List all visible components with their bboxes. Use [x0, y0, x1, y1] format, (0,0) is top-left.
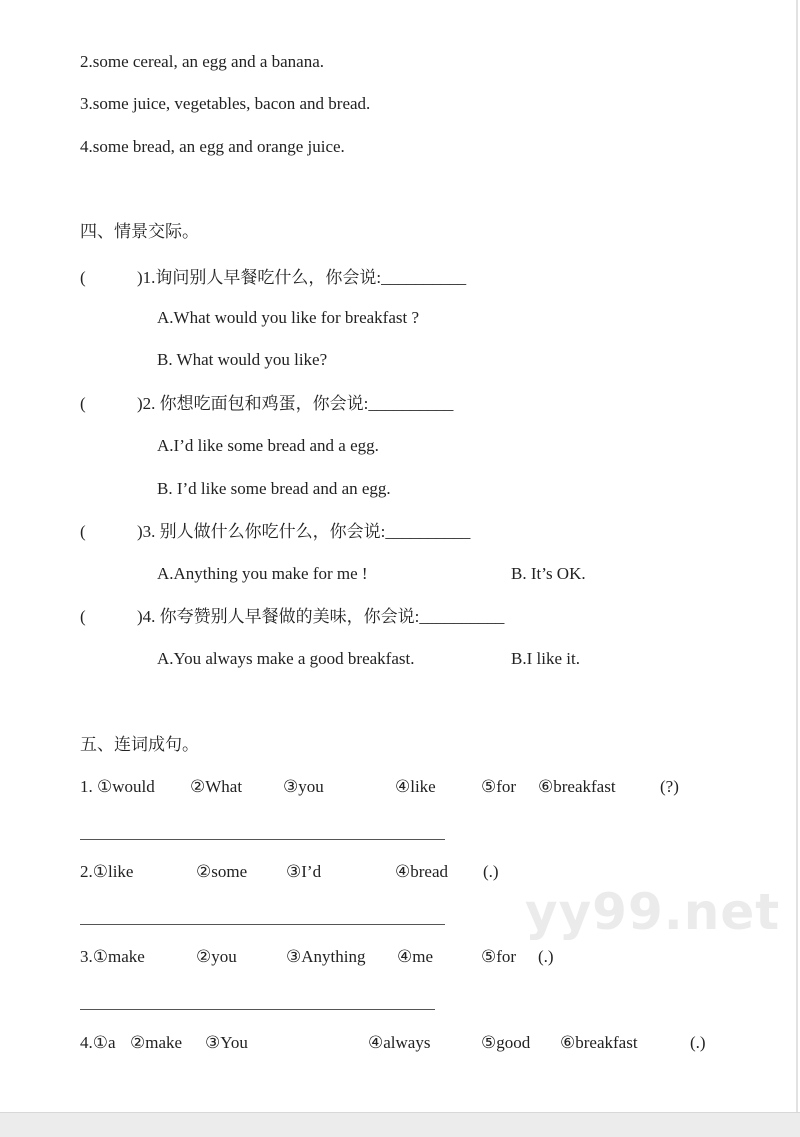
answer-paren: (	[80, 268, 86, 287]
question-prompt: )3. 别人做什么你吃什么，你会说:__________	[137, 522, 471, 541]
choice-b: B. What would you like?	[157, 350, 328, 369]
choice-b: B.I like it.	[511, 649, 580, 668]
answer-line	[80, 924, 445, 925]
word-chip: ④me	[397, 947, 434, 966]
choice-a: A.I’d like some bread and a egg.	[157, 436, 379, 455]
choice-b: B. I’d like some bread and an egg.	[157, 479, 391, 498]
answer-paren: (	[80, 394, 86, 413]
word-chip: 2.①like	[80, 862, 134, 881]
choice-a: A.What would you like for breakfast ?	[157, 308, 419, 327]
section-heading: 五、连词成句。	[80, 735, 199, 754]
section-heading: 四、情景交际。	[80, 222, 199, 241]
word-chip: ④always	[368, 1033, 431, 1052]
option-line: 4.some bread, an egg and orange juice.	[80, 137, 345, 156]
end-punct: (.)	[483, 862, 499, 881]
word-chip: ③you	[283, 777, 324, 796]
watermark: yy99.net	[525, 883, 781, 941]
word-chip: 4.①a	[80, 1033, 116, 1052]
word-chip: ⑥breakfast	[560, 1033, 638, 1052]
word-chip: ⑥breakfast	[538, 777, 616, 796]
option-line: 3.some juice, vegetables, bacon and bread.	[80, 94, 371, 113]
answer-line	[80, 839, 445, 840]
end-punct: (.)	[690, 1033, 706, 1052]
choice-a: A.You always make a good breakfast.	[157, 649, 415, 668]
word-chip: 3.①make	[80, 947, 145, 966]
question-prompt: )1.询问别人早餐吃什么，你会说:__________	[137, 268, 467, 287]
answer-paren: (	[80, 607, 86, 626]
word-chip: ③I’d	[286, 862, 322, 881]
word-chip: 1. ①would	[80, 777, 155, 796]
word-chip: ④bread	[395, 862, 448, 881]
word-chip: ③You	[205, 1033, 248, 1052]
question-prompt: )2. 你想吃面包和鸡蛋，你会说:__________	[137, 394, 454, 413]
answer-paren: (	[80, 522, 86, 541]
word-chip: ④like	[395, 777, 436, 796]
word-chip: ②make	[130, 1033, 183, 1052]
option-line: 2.some cereal, an egg and a banana.	[80, 52, 325, 71]
question-prompt: )4. 你夸赞别人早餐做的美味，你会说:__________	[137, 607, 505, 626]
answer-line	[80, 1009, 435, 1010]
word-chip: ②you	[196, 947, 237, 966]
word-chip: ⑤for	[481, 777, 517, 796]
word-chip: ⑤for	[481, 947, 517, 966]
word-chip: ②What	[190, 777, 243, 796]
word-chip: ⑤good	[481, 1033, 531, 1052]
word-chip: ③Anything	[286, 947, 366, 966]
choice-a: A.Anything you make for me !	[157, 564, 368, 583]
page-edge	[796, 0, 798, 1112]
word-chip: ②some	[196, 862, 248, 881]
choice-b: B. It’s OK.	[511, 564, 586, 583]
end-punct: (?)	[660, 777, 679, 796]
end-punct: (.)	[538, 947, 554, 966]
page-footer-band	[0, 1112, 800, 1137]
